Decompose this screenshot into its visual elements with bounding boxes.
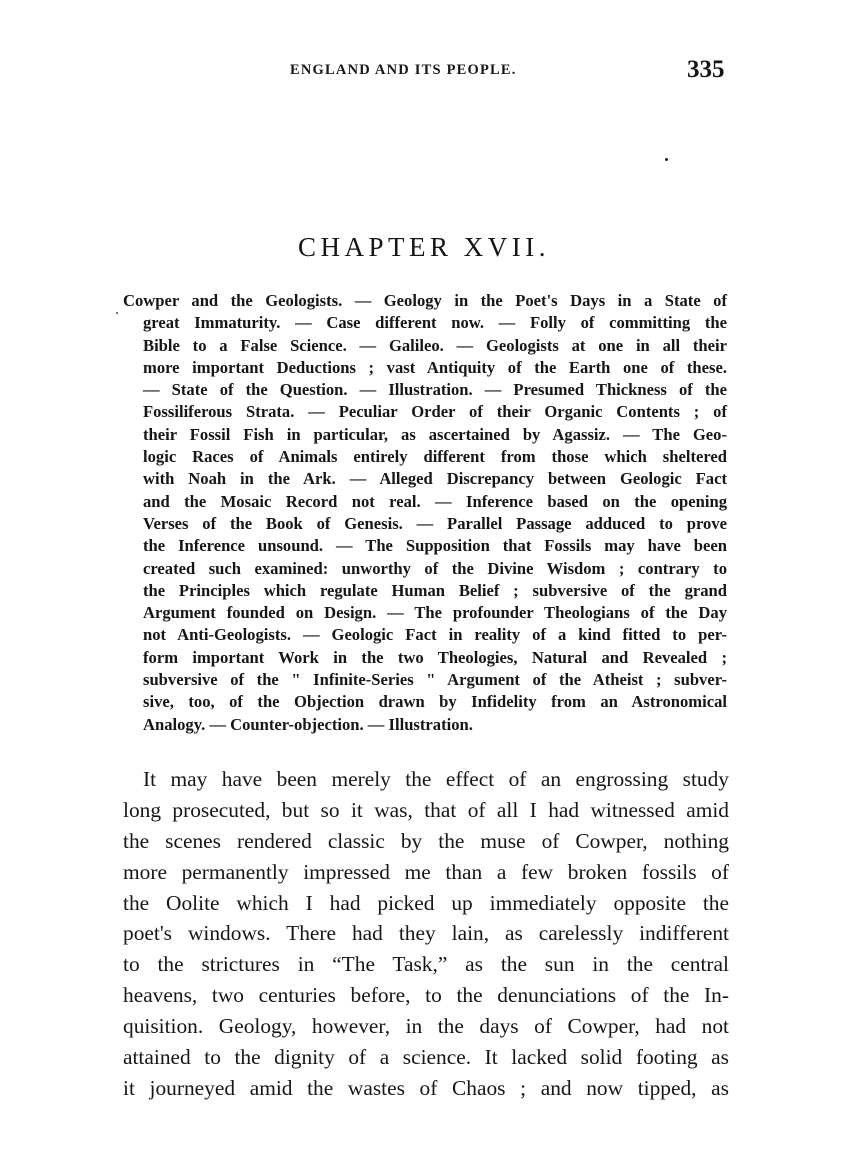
summary-line: not Anti-Geologists. — Geologic Fact in reality of a kind fitted to per-	[143, 625, 727, 645]
summary-line: logic Races of Animals entirely different from those which sheltered	[143, 447, 727, 467]
page-number: 335	[687, 56, 725, 83]
print-speck	[665, 158, 668, 161]
body-line: poet's windows. There had they lain, as carelessly indifferent	[123, 921, 729, 946]
summary-line: — State of the Question. — Illustration. — Presumed Thickness of the	[143, 380, 727, 400]
body-line: quisition. Geology, however, in the days of Cowper, had not	[123, 1014, 729, 1039]
body-line: to the strictures in “The Task,” as the sun in the central	[123, 952, 729, 977]
body-line: it journeyed amid the wastes of Chaos ; and now tipped, as	[123, 1075, 729, 1100]
summary-line: Fossiliferous Strata. — Peculiar Order of their Organic Contents ; of	[143, 402, 727, 422]
summary-line: the Principles which regulate Human Belief ; subversive of the grand	[143, 580, 727, 600]
summary-line: Analogy. — Counter-objection. — Illustration.	[143, 714, 473, 734]
running-head: ENGLAND AND ITS PEOPLE.	[290, 62, 517, 78]
summary-line: great Immaturity. — Case different now. — Folly of committing the	[143, 313, 727, 333]
body-line: long prosecuted, but so it was, that of all I had witnessed amid	[123, 797, 729, 822]
summary-line: Argument founded on Design. — The profounder Theologians of the Day	[143, 603, 727, 623]
summary-line: the Inference unsound. — The Supposition that Fossils may have been	[143, 536, 727, 556]
summary-line: form important Work in the two Theologies, Natural and Revealed ;	[143, 647, 727, 667]
body-line: more permanently impressed me than a few broken fossils of	[123, 859, 729, 884]
summary-line: their Fossil Fish in particular, as ascertained by Agassiz. — The Geo-	[143, 424, 727, 444]
summary-line: subversive of the " Infinite-Series " Argument of the Atheist ; subver-	[143, 670, 727, 690]
print-speck	[116, 312, 118, 314]
body-line: the scenes rendered classic by the muse of Cowper, nothing	[123, 828, 729, 853]
body-line: heavens, two centuries before, to the denunciations of the In-	[123, 983, 729, 1008]
body-paragraph	[123, 764, 729, 1104]
body-line: attained to the dignity of a science. It lacked solid footing as	[123, 1045, 729, 1070]
summary-line: Cowper and the Geologists. — Geology in the Poet's Days in a State of	[123, 291, 727, 310]
summary-line: with Noah in the Ark. — Alleged Discrepancy between Geologic Fact	[143, 469, 727, 489]
chapter-title: CHAPTER XVII.	[298, 232, 550, 262]
summary-line: more important Deductions ; vast Antiquity of the Earth one of these.	[143, 357, 727, 377]
summary-line: created such examined: unworthy of the Divine Wisdom ; contrary to	[143, 558, 727, 578]
summary-line: Bible to a False Science. — Galileo. — Geologists at one in all their	[143, 335, 727, 355]
summary-line: sive, too, of the Objection drawn by Infidelity from an Astronomical	[143, 692, 727, 712]
chapter-summary	[123, 290, 727, 736]
body-line: It may have been merely the effect of an engrossing study	[143, 767, 729, 791]
summary-line: Verses of the Book of Genesis. — Parallel Passage adduced to prove	[143, 513, 727, 533]
body-line: the Oolite which I had picked up immediately opposite the	[123, 890, 729, 915]
summary-line: and the Mosaic Record not real. — Inference based on the opening	[143, 491, 727, 511]
